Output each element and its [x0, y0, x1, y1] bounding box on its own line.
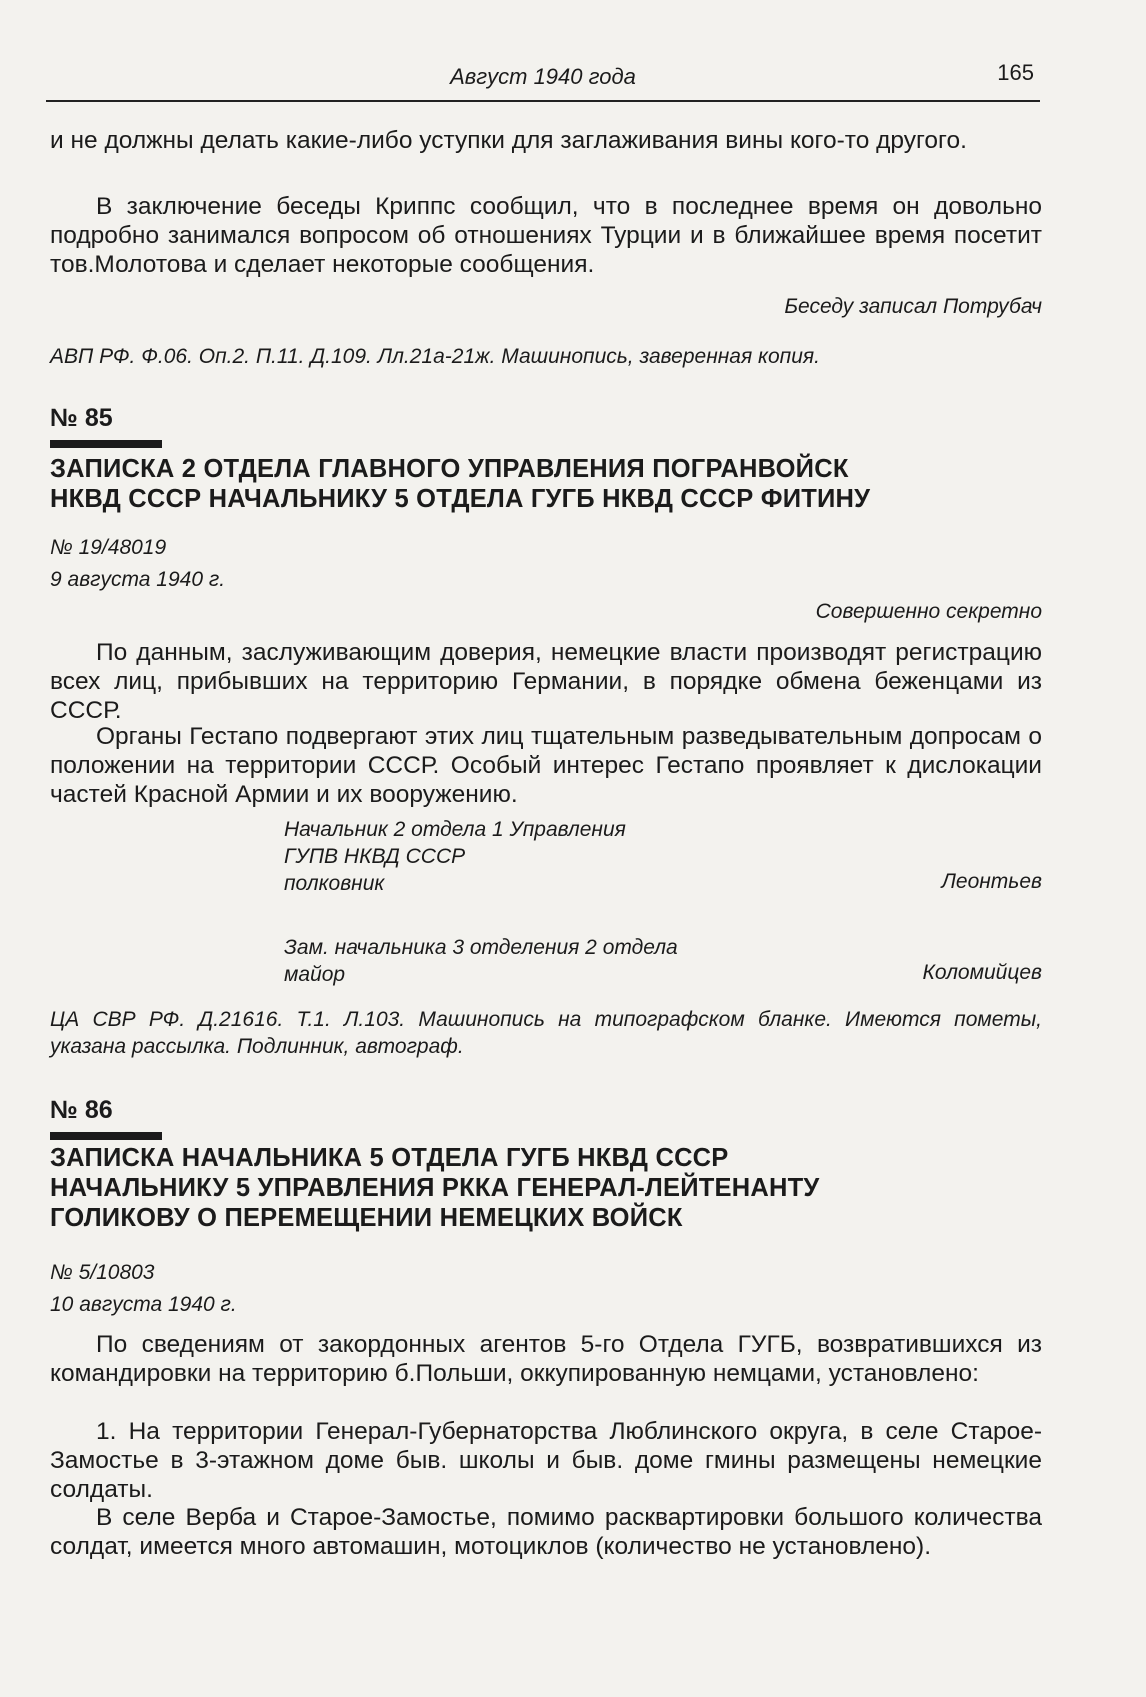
doc86-title-line: НАЧАЛЬНИКУ 5 УПРАВЛЕНИЯ РККА ГЕНЕРАЛ-ЛЕЙТЕНАНТУ [50, 1174, 820, 1202]
doc85-classification: Совершенно секретно [815, 600, 1042, 623]
doc85-signature-1-rank: полковник [284, 872, 385, 895]
doc86-paragraph-1: По сведениям от закордонных агентов 5-го Отдела ГУГБ, возвратившихся из командировки на территорию б.Польши, оккупированную немцами, установлено: [50, 1331, 1042, 1387]
doc85-signature-1-position: Начальник 2 отдела 1 Управления [284, 818, 626, 841]
doc86-title [50, 1143, 1042, 1233]
doc86-title-line: ГОЛИКОВУ О ПЕРЕМЕЩЕНИИ НЕМЕЦКИХ ВОЙСК [50, 1204, 683, 1232]
doc85-signature-2-rank: майор [284, 963, 346, 986]
doc86-date: 10 августа 1940 г. [50, 1293, 237, 1316]
doc85-signature-1-department: ГУПВ НКВД СССР [284, 845, 466, 868]
running-header [46, 60, 1040, 102]
doc86-paragraph-2: 1. На территории Генерал-Губернаторства Люблинского округа, в селе Старое-Замостье в 3-этажном доме быв. школы и быв. доме гмины размещены немецкие солдаты. [50, 1418, 1042, 1503]
doc85-reg-number: № 19/48019 [50, 536, 167, 559]
intro-recorded-by: Беседу записал Потрубач [784, 295, 1042, 318]
doc85-number: № 85 [50, 404, 113, 432]
intro-archival-source: АВП РФ. Ф.06. Оп.2. П.11. Д.109. Лл.21а-21ж. Машинопись, заверенная копия. [50, 345, 820, 368]
doc85-title [50, 454, 1042, 514]
doc86-paragraph-3: В селе Верба и Старое-Замостье, помимо расквартировки большого количества солдат, имеется много автомашин, мотоциклов (количество не установлено). [50, 1504, 1042, 1560]
doc85-paragraph-1: По данным, заслуживающим доверия, немецкие власти производят регистрацию всех лиц, прибывших на территорию Германии, в порядке обмена беженцами из СССР. [50, 639, 1042, 724]
doc86-reg-number: № 5/10803 [50, 1261, 155, 1284]
doc86-title-line: ЗАПИСКА НАЧАЛЬНИКА 5 ОТДЕЛА ГУГБ НКВД СССР [50, 1144, 729, 1172]
header-title: Август 1940 года [450, 64, 636, 89]
doc85-signature-1 [284, 816, 626, 897]
doc85-number-bar [50, 440, 162, 448]
doc86-number-bar [50, 1132, 162, 1140]
doc85-title-line: ЗАПИСКА 2 ОТДЕЛА ГЛАВНОГО УПРАВЛЕНИЯ ПОГРАНВОЙСК [50, 455, 849, 483]
doc85-title-line: НКВД СССР НАЧАЛЬНИКУ 5 ОТДЕЛА ГУГБ НКВД СССР ФИТИНУ [50, 485, 871, 513]
intro-paragraph-2: В заключение беседы Криппс сообщил, что в последнее время он довольно подробно занимался вопросом об отношениях Турции и в ближайшее время посетит тов.Молотова и сделает некоторые сообщения. [50, 193, 1042, 278]
doc85-signature-2 [284, 934, 678, 988]
doc85-paragraph-2: Органы Гестапо подвергают этих лиц тщательным разведывательным допросам о положении на территории СССР. Особый интерес Гестапо проявляет к дислокации частей Красной Армии и их вооружению. [50, 723, 1042, 808]
page-number: 165 [997, 60, 1034, 85]
doc86-number: № 86 [50, 1096, 113, 1124]
doc85-date: 9 августа 1940 г. [50, 568, 226, 591]
doc85-signature-2-position: Зам. начальника 3 отделения 2 отдела [284, 936, 678, 959]
doc85-signature-2-name: Коломийцев [922, 961, 1042, 984]
doc85-archival-source: ЦА СВР РФ. Д.21616. Т.1. Л.103. Машинопись на типографском бланке. Имеются пометы, указана рассылка. Подлинник, автограф. [50, 1008, 1042, 1058]
doc85-signature-1-name: Леонтьев [941, 870, 1042, 893]
intro-paragraph-1: и не должны делать какие-либо уступки для заглаживания вины кого-то другого. [50, 127, 967, 154]
